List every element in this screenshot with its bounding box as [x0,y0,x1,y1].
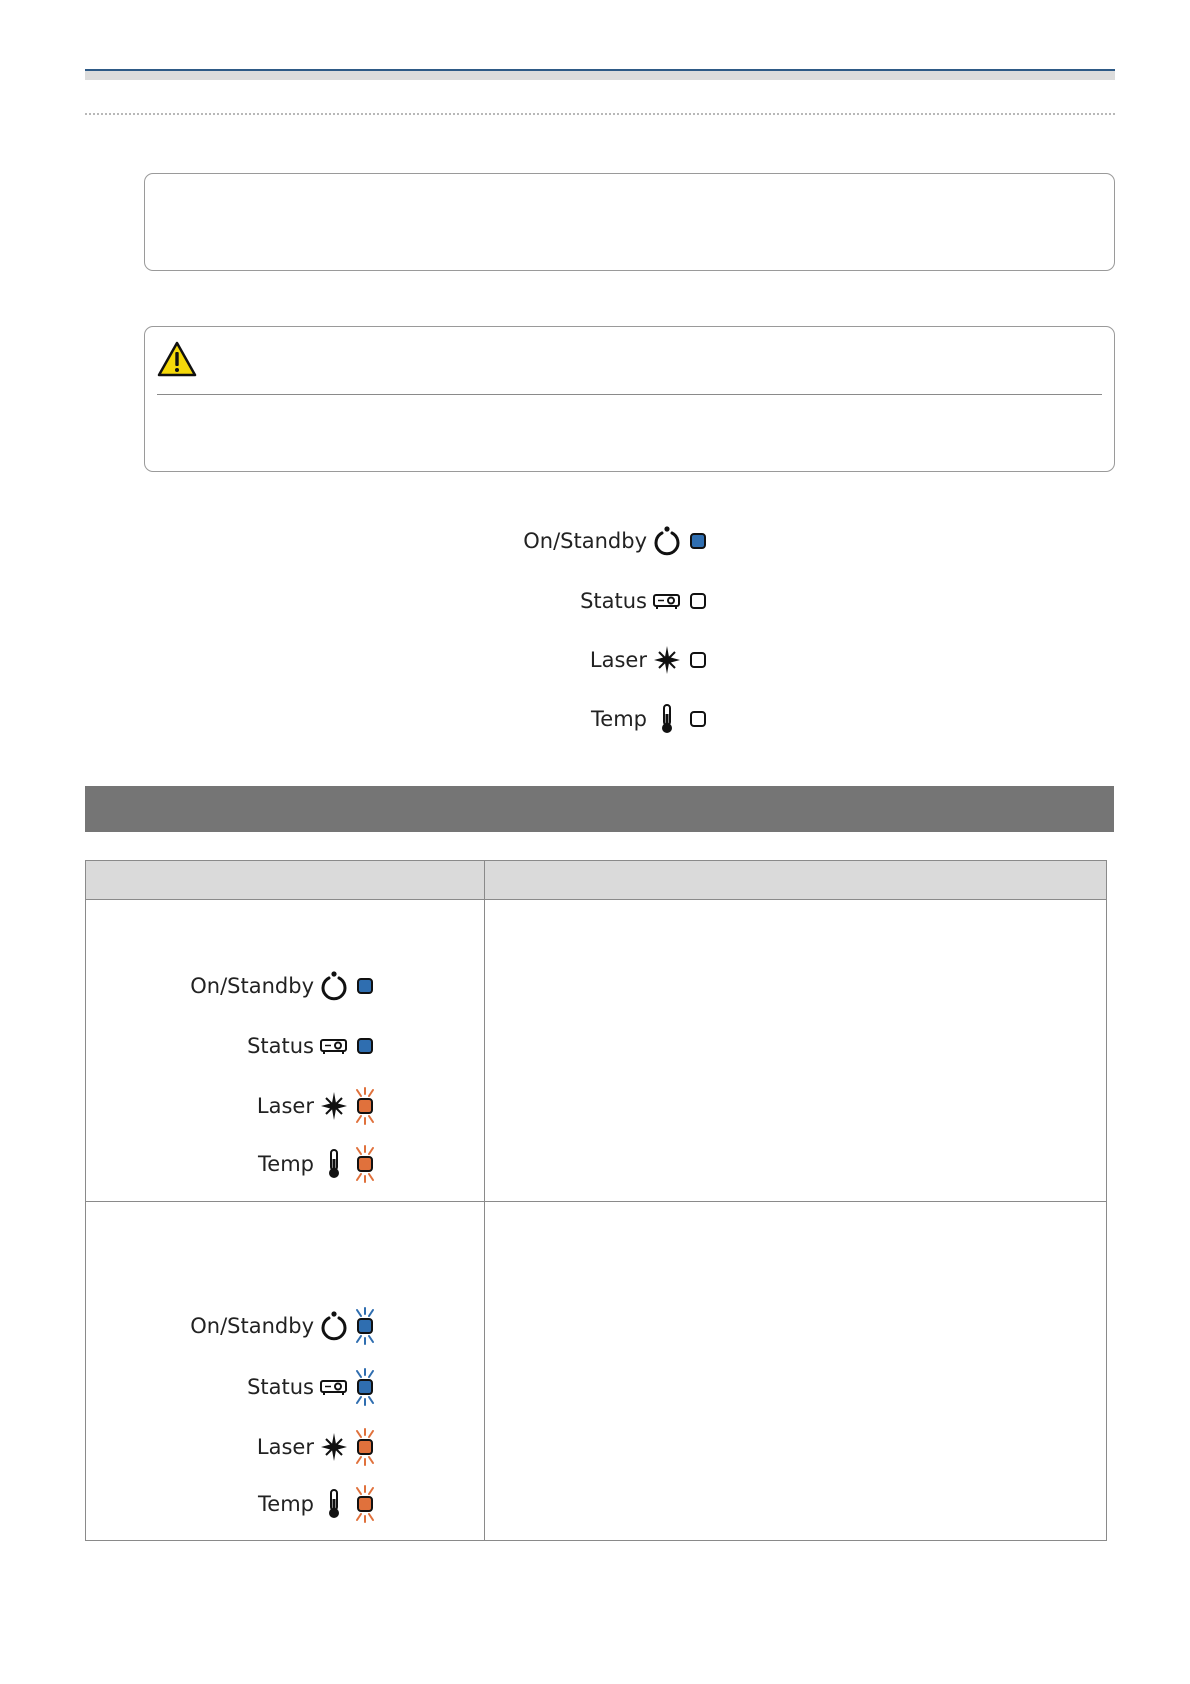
table-header [86,861,1106,900]
power-icon [318,1309,350,1343]
indicator-row [171,1484,382,1524]
indicator-label: On/Standby [190,1314,314,1338]
indicator-label: On/Standby [523,529,647,553]
led-flashing-orange [348,1484,382,1524]
indicator-row [171,1144,382,1184]
power-icon [318,969,350,1003]
laser-icon [651,643,683,677]
indicator-row [500,581,715,621]
indicator-row [171,1026,382,1066]
row-divider [86,1201,1106,1202]
led-flashing-blue [348,1306,382,1346]
indicator-label: Status [580,589,647,613]
indicator-label: Status [247,1375,314,1399]
thermometer-icon [318,1147,350,1181]
indicator-label: Temp [258,1492,314,1516]
note-box [144,173,1115,271]
indicator-row [171,1306,382,1346]
led-on-blue [348,1026,382,1066]
thermometer-icon [651,702,683,736]
section-heading-bar [85,786,1114,832]
led-flashing-orange [348,1086,382,1126]
projector-icon [318,1370,350,1404]
indicator-label: On/Standby [190,974,314,998]
led-flashing-orange [348,1144,382,1184]
caution-box [144,326,1115,472]
thermometer-icon [318,1487,350,1521]
indicator-label: Laser [589,648,647,672]
led-flashing-orange [348,1427,382,1467]
indicator-label: Laser [256,1435,314,1459]
power-icon [651,524,683,558]
led-flashing-blue [348,1367,382,1407]
led-off [681,699,715,739]
indicator-row [500,521,715,561]
indicator-status-table [85,860,1107,1541]
led-off [681,581,715,621]
projector-icon [651,584,683,618]
header-band [85,71,1115,80]
indicator-row [171,1367,382,1407]
dotted-separator [85,113,1115,115]
warning-icon [157,341,197,377]
led-on-blue [348,966,382,1006]
indicator-label: Temp [591,707,647,731]
laser-icon [318,1089,350,1123]
indicator-row [500,699,715,739]
indicator-row [171,1086,382,1126]
projector-icon [318,1029,350,1063]
indicator-row [171,966,382,1006]
caution-divider [157,394,1102,395]
indicator-label: Status [247,1034,314,1058]
indicator-row [171,1427,382,1467]
indicator-label: Temp [258,1152,314,1176]
indicator-label: Laser [256,1094,314,1118]
indicator-row [500,640,715,680]
led-off [681,640,715,680]
laser-icon [318,1430,350,1464]
led-on-blue [681,521,715,561]
